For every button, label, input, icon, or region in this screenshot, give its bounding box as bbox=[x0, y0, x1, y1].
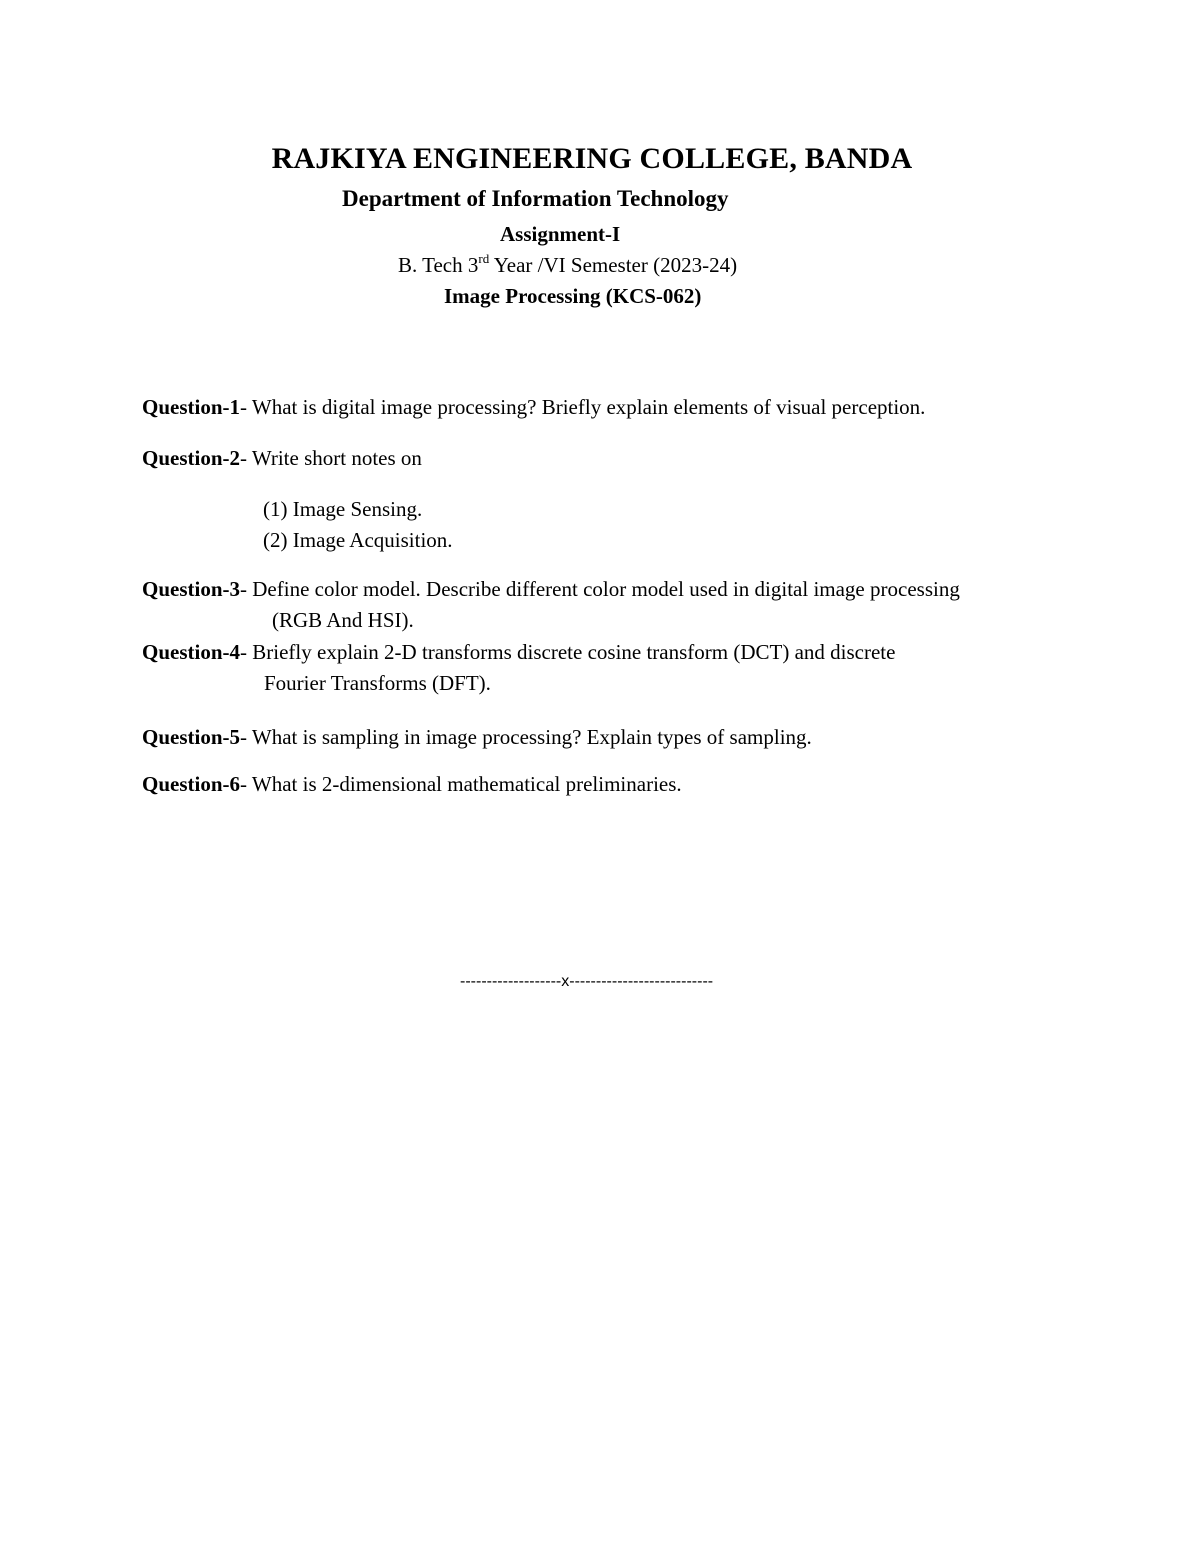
year-superscript: rd bbox=[478, 251, 490, 266]
question-2 bbox=[142, 446, 422, 471]
sub-item-image-sensing: (1) Image Sensing. bbox=[263, 497, 423, 521]
question-label: Question-6 bbox=[142, 772, 241, 796]
question-5 bbox=[142, 725, 812, 750]
question-text: - Define color model. Describe different color model used in digital image processing bbox=[240, 577, 960, 601]
question-3-continuation: (RGB And HSI). bbox=[272, 608, 414, 632]
sub-item-image-acquisition: (2) Image Acquisition. bbox=[263, 528, 453, 552]
question-label: Question-4 bbox=[142, 640, 241, 664]
subject-title: Image Processing (KCS-062) bbox=[444, 284, 702, 308]
question-text: - Briefly explain 2-D transforms discrete cosine transform (DCT) and discrete bbox=[240, 640, 896, 664]
question-label: Question-5 bbox=[142, 725, 241, 749]
question-text: - What is sampling in image processing? Explain types of sampling. bbox=[240, 725, 812, 749]
end-divider: -------------------x--------------------------- bbox=[460, 973, 714, 990]
year-prefix: B. Tech 3 bbox=[398, 253, 479, 277]
question-label: Question-2 bbox=[142, 446, 241, 470]
course-year bbox=[398, 253, 737, 278]
year-suffix: Year /VI Semester (2023-24) bbox=[489, 253, 738, 277]
question-1 bbox=[142, 395, 925, 420]
department-name: Department of Information Technology bbox=[342, 186, 729, 211]
question-6 bbox=[142, 772, 682, 797]
question-4 bbox=[142, 640, 895, 665]
question-text: - What is digital image processing? Briefly explain elements of visual perception. bbox=[240, 395, 926, 419]
college-name: RAJKIYA ENGINEERING COLLEGE, BANDA bbox=[271, 142, 913, 175]
question-4-continuation: Fourier Transforms (DFT). bbox=[264, 671, 491, 695]
question-label: Question-3 bbox=[142, 577, 241, 601]
question-text: - Write short notes on bbox=[240, 446, 422, 470]
question-text: - What is 2-dimensional mathematical preliminaries. bbox=[240, 772, 682, 796]
assignment-title: Assignment-I bbox=[500, 222, 621, 246]
question-3 bbox=[142, 577, 960, 602]
question-label: Question-1 bbox=[142, 395, 241, 419]
